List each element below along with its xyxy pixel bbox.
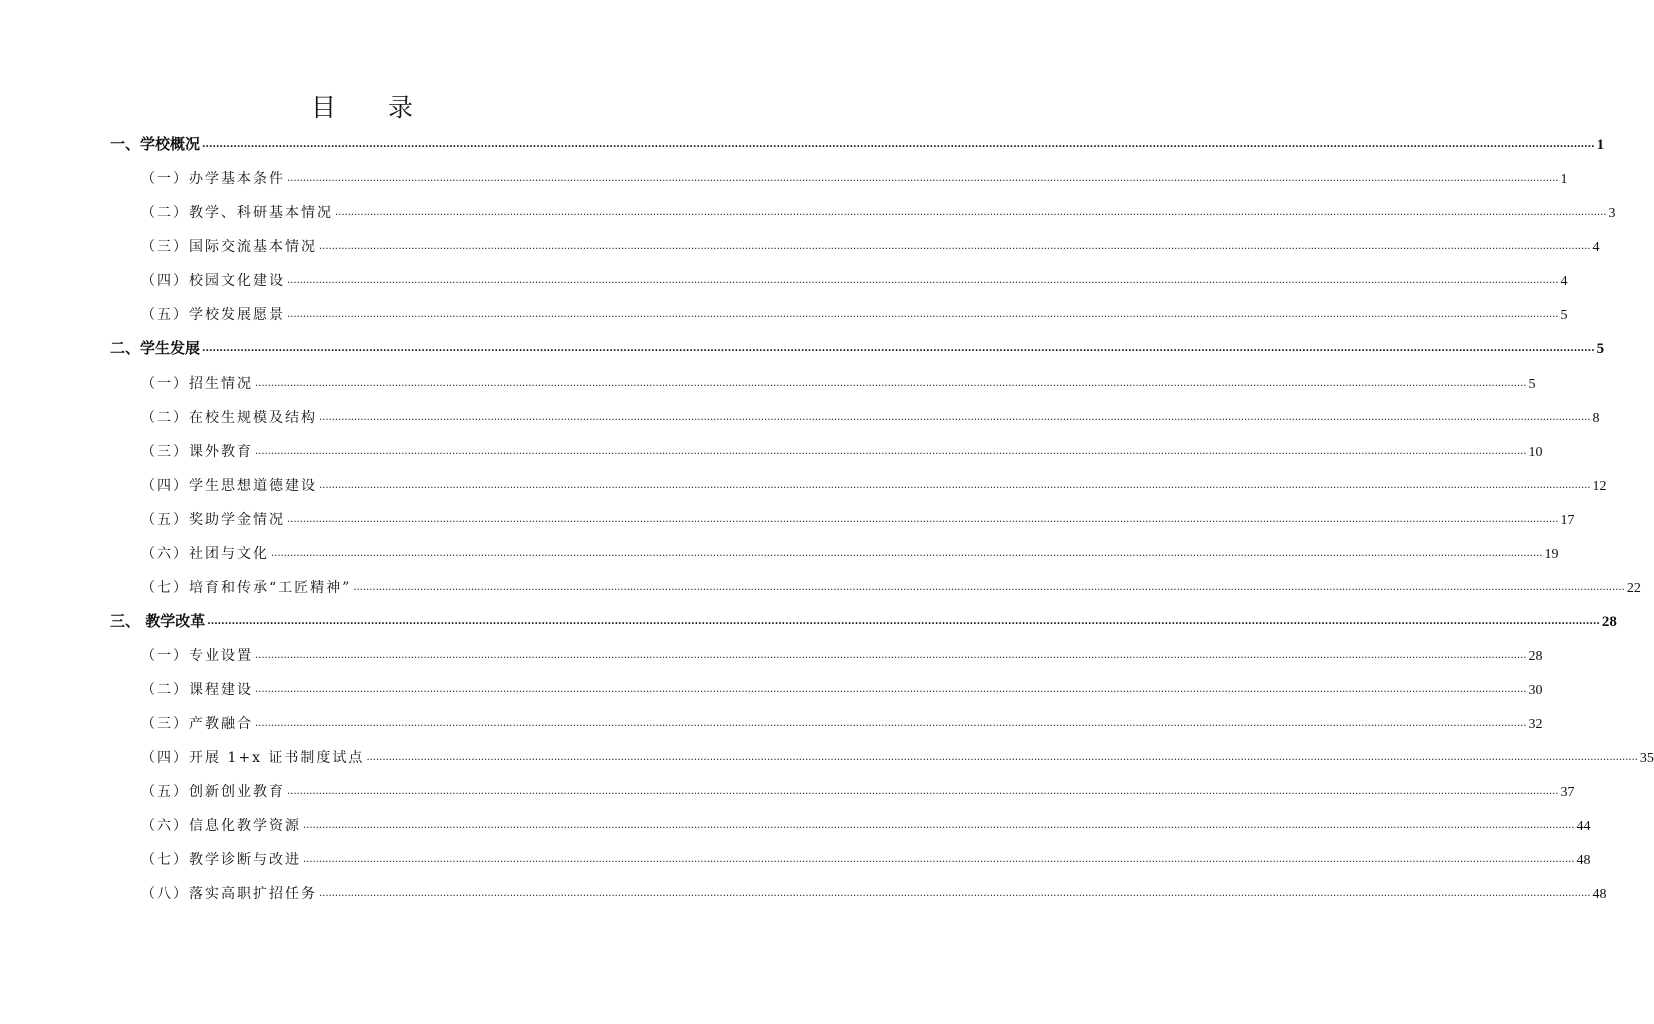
toc-page-number: 10 xyxy=(1528,445,1543,460)
toc-page-number: 19 xyxy=(1544,547,1559,562)
toc-section-entry[interactable] xyxy=(141,779,1575,801)
toc-section-entry[interactable] xyxy=(141,507,1575,529)
toc-section-entry[interactable] xyxy=(141,473,1607,495)
toc-section-entry[interactable] xyxy=(141,541,1559,563)
toc-section-entry[interactable] xyxy=(141,745,1654,767)
toc-dot-leader: ................................................................................................................................................................................................................................................................................................................................................................................................................ xyxy=(287,309,1559,320)
toc-page-number: 28 xyxy=(1601,614,1617,630)
toc-section-entry[interactable] xyxy=(141,813,1591,835)
toc-section-entry[interactable] xyxy=(141,405,1600,427)
toc-entry-label: （一）专业设置 xyxy=(141,648,253,664)
toc-dot-leader: ................................................................................................................................................................................................................................................................................................................................................................................................................ xyxy=(202,139,1595,150)
toc-page-number: 3 xyxy=(1608,206,1616,221)
toc-entry-label: （七）培育和传承“工匠精神” xyxy=(141,580,352,596)
toc-dot-leader: ................................................................................................................................................................................................................................................................................................................................................................................................................ xyxy=(303,820,1575,831)
toc-entry-label: （三）课外教育 xyxy=(141,444,253,460)
toc-dot-leader: ................................................................................................................................................................................................................................................................................................................................................................................................................ xyxy=(366,752,1638,763)
toc-chapter-entry[interactable] xyxy=(110,132,1605,154)
toc-entry-label: （四）开展 1+x 证书制度试点 xyxy=(141,750,365,766)
toc-page-number: 28 xyxy=(1528,649,1543,664)
toc-page-number: 22 xyxy=(1626,581,1641,596)
toc-section-entry[interactable] xyxy=(141,200,1616,222)
toc-section-entry[interactable] xyxy=(141,711,1543,733)
toc-page-number: 1 xyxy=(1560,172,1568,187)
toc-dot-leader: ................................................................................................................................................................................................................................................................................................................................................................................................................ xyxy=(287,173,1559,184)
toc-section-entry[interactable] xyxy=(141,268,1568,290)
toc-section-entry[interactable] xyxy=(141,643,1543,665)
toc-dot-leader: ................................................................................................................................................................................................................................................................................................................................................................................................................ xyxy=(319,888,1591,899)
toc-page-number: 30 xyxy=(1528,683,1543,698)
toc-page-number: 5 xyxy=(1560,308,1568,323)
toc-entry-label: （八）落实高职扩招任务 xyxy=(141,886,317,902)
toc-dot-leader: ................................................................................................................................................................................................................................................................................................................................................................................................................ xyxy=(255,718,1527,729)
toc-dot-leader: ................................................................................................................................................................................................................................................................................................................................................................................................................ xyxy=(319,241,1591,252)
toc-entry-label: （四）校园文化建设 xyxy=(141,273,285,289)
toc-dot-leader: ................................................................................................................................................................................................................................................................................................................................................................................................................ xyxy=(335,207,1607,218)
toc-dot-leader: ................................................................................................................................................................................................................................................................................................................................................................................................................ xyxy=(255,378,1527,389)
toc-entry-label: 一、学校概况 xyxy=(110,135,201,153)
toc-dot-leader: ................................................................................................................................................................................................................................................................................................................................................................................................................ xyxy=(271,548,1543,559)
toc-dot-leader: ................................................................................................................................................................................................................................................................................................................................................................................................................ xyxy=(202,343,1595,354)
page-title: 目 录 xyxy=(311,93,435,122)
toc-section-entry[interactable] xyxy=(141,234,1600,256)
toc-entry-label: （三）产教融合 xyxy=(141,716,253,732)
toc-page-number: 5 xyxy=(1528,377,1536,392)
toc-dot-leader: ................................................................................................................................................................................................................................................................................................................................................................................................................ xyxy=(255,650,1527,661)
toc-page-number: 8 xyxy=(1592,411,1600,426)
toc-page-number: 5 xyxy=(1596,341,1605,357)
toc-section-entry[interactable] xyxy=(141,881,1607,903)
toc-page-number: 4 xyxy=(1592,240,1600,255)
toc-page-number: 48 xyxy=(1576,853,1591,868)
toc-page-number: 44 xyxy=(1576,819,1591,834)
toc-section-entry[interactable] xyxy=(141,166,1568,188)
toc-dot-leader: ................................................................................................................................................................................................................................................................................................................................................................................................................ xyxy=(287,786,1559,797)
toc-page-number: 1 xyxy=(1596,137,1605,153)
toc-page-number: 37 xyxy=(1560,785,1575,800)
toc-dot-leader: ................................................................................................................................................................................................................................................................................................................................................................................................................ xyxy=(287,275,1559,286)
toc-entry-label: （四）学生思想道德建设 xyxy=(141,478,317,494)
toc-entry-label: （二）教学、科研基本情况 xyxy=(141,205,333,221)
toc-entry-label: （六）信息化教学资源 xyxy=(141,818,301,834)
toc-entry-label: （五）学校发展愿景 xyxy=(141,307,285,323)
toc-page-number: 17 xyxy=(1560,513,1575,528)
toc-entry-label: （一）招生情况 xyxy=(141,376,253,392)
toc-page-number: 48 xyxy=(1592,887,1607,902)
toc-section-entry[interactable] xyxy=(141,439,1543,461)
toc-entry-label: 二、学生发展 xyxy=(110,339,201,357)
toc-section-entry[interactable] xyxy=(141,371,1536,393)
toc-dot-leader: ................................................................................................................................................................................................................................................................................................................................................................................................................ xyxy=(353,582,1625,593)
toc-entry-label: （二）在校生规模及结构 xyxy=(141,410,317,426)
toc-dot-leader: ................................................................................................................................................................................................................................................................................................................................................................................................................ xyxy=(319,480,1591,491)
toc-section-entry[interactable] xyxy=(141,677,1543,699)
toc-section-entry[interactable] xyxy=(141,302,1568,324)
toc-dot-leader: ................................................................................................................................................................................................................................................................................................................................................................................................................ xyxy=(287,514,1559,525)
toc-entry-label: （五）创新创业教育 xyxy=(141,784,285,800)
toc-entry-label: （二）课程建设 xyxy=(141,682,253,698)
toc-entry-label: （六）社团与文化 xyxy=(141,546,269,562)
toc-page-number: 32 xyxy=(1528,717,1543,732)
toc-dot-leader: ................................................................................................................................................................................................................................................................................................................................................................................................................ xyxy=(319,412,1591,423)
toc-section-entry[interactable] xyxy=(141,847,1591,869)
toc-entry-label: （三）国际交流基本情况 xyxy=(141,239,317,255)
toc-entry-label: （一）办学基本条件 xyxy=(141,171,285,187)
toc-section-entry[interactable] xyxy=(141,575,1641,597)
toc-chapter-entry[interactable] xyxy=(110,609,1617,631)
toc-dot-leader: ................................................................................................................................................................................................................................................................................................................................................................................................................ xyxy=(303,854,1575,865)
toc-dot-leader: ................................................................................................................................................................................................................................................................................................................................................................................................................ xyxy=(255,684,1527,695)
toc-entry-label: （七）教学诊断与改进 xyxy=(141,852,301,868)
toc-page-number: 4 xyxy=(1560,274,1568,289)
toc-entry-label: （五）奖助学金情况 xyxy=(141,512,285,528)
toc-page-number: 12 xyxy=(1592,479,1607,494)
toc-chapter-entry[interactable] xyxy=(110,336,1605,358)
toc-entry-label: 三、 教学改革 xyxy=(110,612,206,630)
toc-page-number: 35 xyxy=(1639,751,1654,766)
toc-dot-leader: ................................................................................................................................................................................................................................................................................................................................................................................................................ xyxy=(255,446,1527,457)
toc-dot-leader: ................................................................................................................................................................................................................................................................................................................................................................................................................ xyxy=(207,616,1600,627)
